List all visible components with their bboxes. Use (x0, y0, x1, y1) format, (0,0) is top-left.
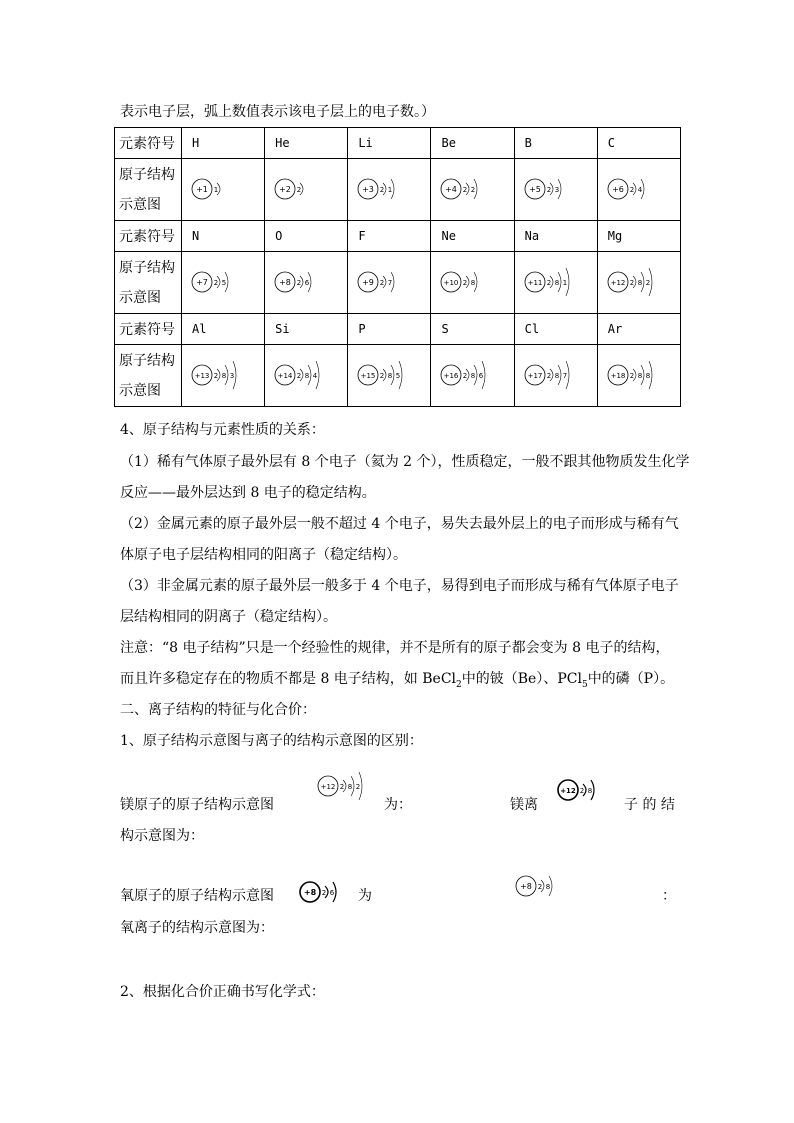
p1-line2: 反应——最外层达到 8 电子的稳定结构。 (120, 485, 376, 501)
symbol-header: 元素符号 (115, 221, 182, 252)
nucleus-charge: +7 (196, 278, 208, 287)
element-symbol: Na (514, 221, 597, 252)
atom-diagram-cell (348, 252, 431, 314)
sub2-title: 2、根据化合价正确书写化学式： (120, 984, 325, 1000)
nucleus-charge: +12 (560, 787, 576, 795)
atom-diagram-svg (556, 770, 610, 810)
shell-electron-count: 8 (471, 279, 476, 287)
shell-electron-count: 8 (471, 372, 476, 380)
shell-electron-count: 4 (312, 372, 318, 380)
element-symbol: H (182, 128, 265, 159)
mg-text-a: 镁原子的原子结构示意图 (120, 797, 274, 813)
shell-electron-count: 2 (213, 279, 219, 287)
element-symbol: He (265, 128, 348, 159)
atom-diagram-cell (597, 252, 680, 314)
atom-diagram-svg (190, 169, 235, 209)
shell-electron-count: 2 (629, 279, 635, 287)
diagram-header: 原子结构 示意图 (115, 252, 182, 314)
atom-diagram-cell (348, 345, 431, 407)
shell-electron-count: 2 (471, 186, 476, 194)
shell-electron-count: 2 (380, 279, 385, 287)
p3-line2: 层结构相同的阴离子（稳定结构）。 (120, 609, 337, 625)
shell-electron-count: 2 (546, 279, 551, 287)
shell-electron-count: 2 (629, 186, 635, 194)
shell-electron-count: 5 (396, 372, 401, 380)
shell-electron-count: 6 (479, 372, 484, 380)
atom-diagram-cell (597, 345, 680, 407)
o-atom-diagram (298, 872, 352, 916)
atom-diagram-cell (265, 252, 348, 314)
shell-electron-count: 2 (537, 883, 543, 891)
nucleus-charge: +2 (279, 185, 292, 194)
atom-diagram-cell (182, 159, 265, 221)
shell-electron-count: 8 (388, 372, 393, 380)
shell-electron-count: 2 (579, 787, 585, 795)
element-symbol: F (348, 221, 431, 252)
atom-diagram-cell (348, 159, 431, 221)
nucleus-charge: +14 (277, 372, 293, 380)
shell-electron-count: 2 (296, 372, 302, 380)
atom-diagram-svg (356, 262, 410, 302)
nucleus-charge: +12 (610, 279, 626, 287)
nucleus-charge: +8 (279, 278, 292, 287)
element-symbol: Li (348, 128, 431, 159)
shell-electron-count: 2 (645, 279, 651, 287)
shell-electron-count: 8 (587, 787, 593, 795)
atom-diagram-svg (273, 262, 327, 302)
atom-diagram-svg (190, 355, 253, 395)
diagram-header: 原子结构 示意图 (115, 345, 182, 407)
shell-electron-count: 4 (637, 186, 643, 194)
nucleus-charge: +4 (445, 185, 458, 194)
shell-electron-count: 2 (321, 889, 327, 897)
element-symbol: O (265, 221, 348, 252)
atom-diagram-svg (190, 262, 244, 302)
atom-diagram-svg (273, 169, 318, 209)
atom-diagram-cell (431, 345, 514, 407)
atom-diagram-svg (523, 355, 586, 395)
shell-electron-count: 8 (221, 372, 227, 380)
shell-electron-count: 1 (562, 279, 567, 287)
shell-electron-count: 3 (554, 186, 559, 194)
atom-diagram-cell (431, 159, 514, 221)
nucleus-charge: +16 (444, 372, 459, 380)
nucleus-charge: +6 (611, 185, 624, 194)
diagram-header: 原子结构 示意图 (115, 159, 182, 221)
shell-electron-count: 1 (388, 186, 393, 194)
element-symbol: S (431, 314, 514, 345)
element-symbol: Cl (514, 314, 597, 345)
element-symbol: N (182, 221, 265, 252)
atom-diagram-cell (514, 252, 597, 314)
shell-electron-count: 2 (213, 372, 219, 380)
atom-diagram-svg (523, 262, 586, 302)
note-line2: 而且许多稳定存在的物质不都是 8 电子结构，如 BeCl$_2$中的铍（Be）、PCl$_5$中的磷（P）。 (120, 671, 675, 690)
diagram-row (115, 345, 681, 407)
nucleus-charge: +15 (360, 372, 376, 380)
atom-diagram-cell (514, 345, 597, 407)
shell-electron-count: 8 (347, 783, 353, 791)
shell-electron-count: 2 (380, 186, 385, 194)
shell-electron-count: 8 (545, 883, 551, 891)
shell-electron-count: 6 (304, 279, 310, 287)
o-text-a: 氧原子的原子结构示意图 (120, 888, 274, 904)
shell-electron-count: 7 (562, 372, 567, 380)
atom-diagram-cell (514, 159, 597, 221)
atom-diagram-svg (356, 169, 410, 209)
o-ion-diagram (514, 866, 568, 910)
sub1-title: 1、原子结构示意图与离子的结构示意图的区别： (120, 733, 423, 749)
mg-text-b: 为： (384, 797, 412, 813)
mg-text-e: 构示意图为： (120, 828, 204, 844)
atom-diagram-svg (523, 169, 577, 209)
nucleus-charge: +12 (320, 783, 336, 791)
shell-electron-count: 8 (554, 372, 559, 380)
nucleus-charge: +3 (362, 185, 375, 194)
shell-electron-count: 2 (463, 279, 468, 287)
atom-diagram-cell (182, 252, 265, 314)
element-symbol: C (597, 128, 680, 159)
shell-electron-count: 1 (213, 186, 219, 194)
symbol-row (115, 128, 681, 159)
shell-electron-count: 2 (296, 279, 302, 287)
symbol-row (115, 221, 681, 252)
symbol-header: 元素符号 (115, 128, 182, 159)
atomic-structure-table (114, 127, 681, 407)
element-symbol: Mg (597, 221, 680, 252)
element-symbol: P (348, 314, 431, 345)
atom-diagram-svg (298, 872, 352, 912)
p2-line2: 体原子电子层结构相同的阳离子（稳定结构）。 (120, 547, 407, 563)
nucleus-charge: +10 (444, 279, 459, 287)
shell-electron-count: 2 (546, 186, 551, 194)
shell-electron-count: 7 (388, 279, 393, 287)
nucleus-charge: +11 (527, 279, 543, 287)
section2-title: 二、离子结构的特征与化合价： (120, 702, 316, 718)
shell-electron-count: 8 (304, 372, 310, 380)
element-symbol: Ne (431, 221, 514, 252)
atom-diagram-cell (597, 159, 680, 221)
atom-diagram-svg (316, 766, 379, 806)
nucleus-charge: +8 (303, 888, 317, 897)
intro-line: 表示电子层，弧上数值表示该电子层上的电子数。） (120, 104, 435, 120)
nucleus-charge: +13 (194, 372, 210, 380)
o-text-b: 为 (358, 888, 372, 904)
nucleus-charge: +17 (527, 372, 543, 380)
atom-diagram-svg (439, 169, 493, 209)
mg-text-c: 镁离 (510, 797, 538, 813)
shell-electron-count: 2 (629, 372, 635, 380)
p1-line1: （1）稀有气体原子最外层有 8 个电子（氦为 2 个），性质稳定，一般不跟其他物质发生化学 (120, 454, 690, 470)
shell-electron-count: 8 (637, 279, 643, 287)
atom-diagram-svg (606, 169, 660, 209)
atom-diagram-svg (439, 355, 502, 395)
element-symbol: Ar (597, 314, 680, 345)
shell-electron-count: 5 (221, 279, 227, 287)
nucleus-charge: +5 (528, 185, 541, 194)
p2-line1: （2）金属元素的原子最外层一般不超过 4 个电子，易失去最外层上的电子而形成与稀有气 (120, 516, 679, 532)
element-symbol: Si (265, 314, 348, 345)
shell-electron-count: 2 (296, 186, 302, 194)
element-symbol: B (514, 128, 597, 159)
shell-electron-count: 2 (355, 783, 361, 791)
p3-line1: （3）非金属元素的原子最外层一般多于 4 个电子，易得到电子而形成与稀有气体原子电子 (120, 578, 679, 594)
mg-text-d: 子 的 结 (624, 797, 675, 813)
shell-electron-count: 6 (329, 889, 335, 897)
shell-electron-count: 3 (229, 372, 235, 380)
mg-atom-diagram (316, 766, 379, 810)
atom-diagram-svg (439, 262, 493, 302)
atom-diagram-svg (514, 866, 568, 906)
atom-diagram-svg (606, 262, 669, 302)
shell-electron-count: 2 (380, 372, 385, 380)
atom-diagram-cell (265, 345, 348, 407)
symbol-row (115, 314, 681, 345)
note-line1: 注意：“8 电子结构”只是一个经验性的规律，并不是所有的原子都会变为 8 电子的结构， (120, 640, 670, 656)
atom-diagram-cell (265, 159, 348, 221)
element-symbol: Al (182, 314, 265, 345)
nucleus-charge: +1 (196, 185, 208, 194)
diagram-row (115, 159, 681, 221)
nucleus-charge: +8 (520, 882, 532, 891)
shell-electron-count: 2 (463, 372, 468, 380)
o-text-d: 氧离子的结构示意图为： (120, 920, 274, 936)
element-symbol: Be (431, 128, 514, 159)
shell-electron-count: 2 (339, 783, 345, 791)
shell-electron-count: 8 (637, 372, 643, 380)
atom-diagram-cell (182, 345, 265, 407)
nucleus-charge: +18 (610, 372, 626, 380)
nucleus-charge: +9 (362, 278, 375, 287)
o-text-c: ： (662, 888, 676, 904)
atom-diagram-cell (431, 252, 514, 314)
shell-electron-count: 8 (645, 372, 651, 380)
atom-diagram-svg (606, 355, 669, 395)
shell-electron-count: 2 (546, 372, 551, 380)
section4-title: 4、原子结构与元素性质的关系： (120, 422, 325, 438)
symbol-header: 元素符号 (115, 314, 182, 345)
atom-diagram-svg (356, 355, 419, 395)
diagram-row (115, 252, 681, 314)
shell-electron-count: 8 (554, 279, 559, 287)
shell-electron-count: 2 (463, 186, 468, 194)
atom-diagram-svg (273, 355, 336, 395)
mg-ion-diagram (556, 770, 610, 814)
